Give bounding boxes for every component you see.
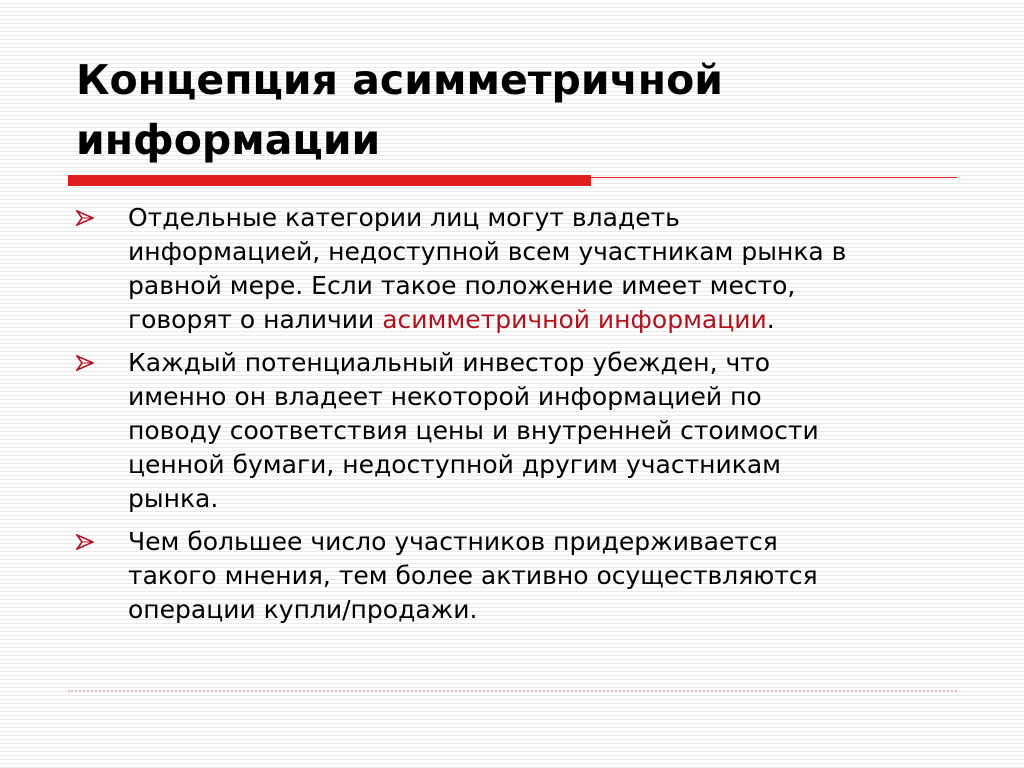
bullet-item [76,525,956,627]
slide-title [76,50,956,170]
bullet-item [76,346,956,516]
bullet-line: Чем большее число участников придерживается [128,527,778,556]
bullet-line: рынка. [128,484,219,513]
bullet-line: операции купли/продажи. [128,595,478,624]
slide-title-line: Концепция асимметричной [76,56,723,104]
bullet-line-start: говорят о наличии [128,305,383,334]
bullet-line: поводу соответствия цены и внутренней стоимости [128,416,819,445]
bullet-line [128,303,956,337]
bullet-item [76,201,956,337]
bullet-line: именно он владеет некоторой информацией по [128,382,762,411]
bullet-line: Отдельные категории лиц могут владеть [128,203,680,232]
bullet-line-end: . [766,305,775,334]
bullet-line: информацией, недоступной всем участникам рынка в [128,237,847,266]
bullet-text [128,525,956,627]
bullet-text [128,346,956,516]
title-underline-thick [68,175,591,186]
bullet-line: такого мнения, тем более активно осуществляются [128,561,818,590]
arrow-bullet-icon [76,201,96,235]
bullet-line: ценной бумаги, недоступной другим участникам [128,450,782,479]
arrow-bullet-icon [76,346,96,380]
arrow-bullet-icon [76,525,96,559]
bullet-list [76,201,956,636]
slide-title-line: информации [76,116,381,164]
bullet-line: Каждый потенциальный инвестор убежден, что [128,348,771,377]
bullet-line: равной мере. Если такое положение имеет место, [128,271,796,300]
footer-divider [68,690,957,692]
highlighted-term: асимметричной информации [382,305,767,334]
title-underline-thin [591,177,957,178]
bullet-text [128,201,956,337]
